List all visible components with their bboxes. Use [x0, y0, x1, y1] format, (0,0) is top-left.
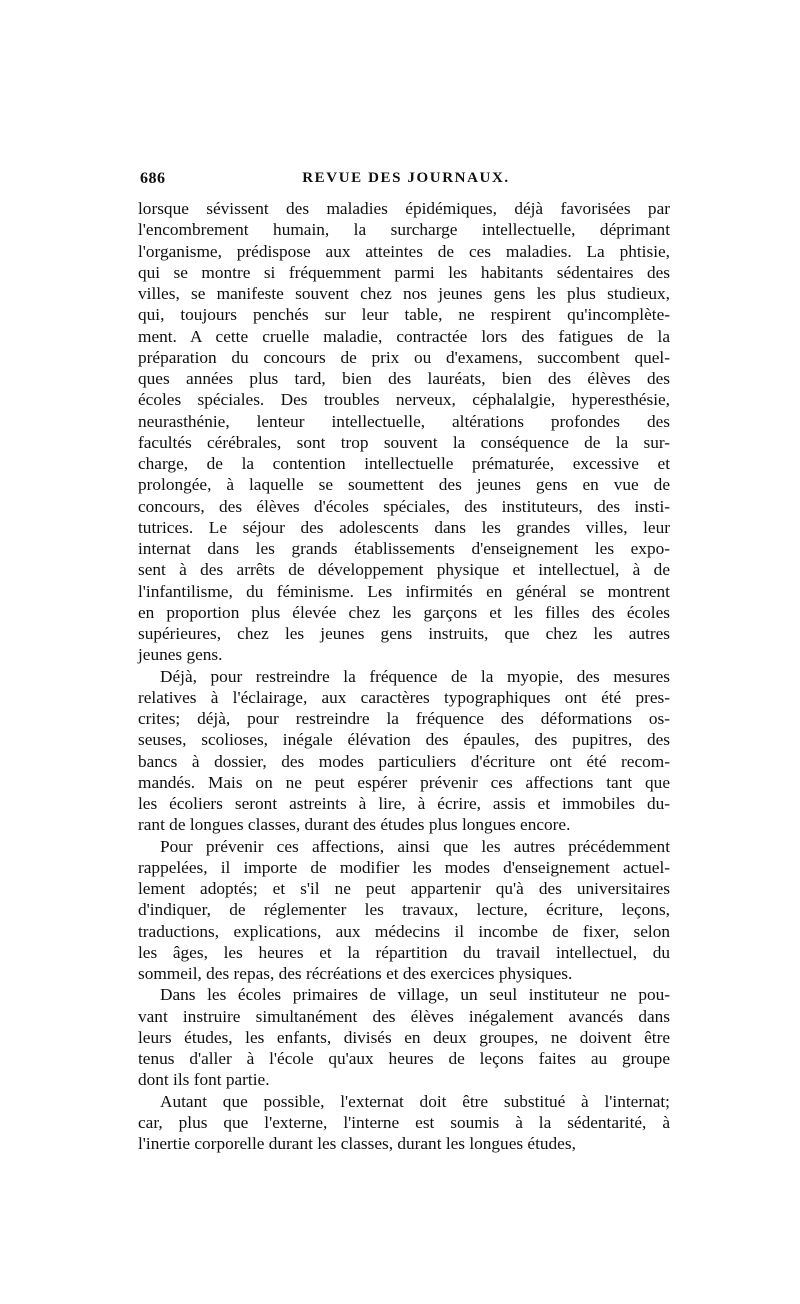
- text-line: sent à des arrêts de développement physique et intellectuel, à de: [138, 560, 670, 580]
- text-line: bancs à dossier, des modes particuliers d'écriture ont été recom-: [138, 751, 670, 771]
- paragraph: [138, 198, 670, 666]
- text-line: traductions, explications, aux médecins il incombe de fixer, selon: [138, 921, 670, 941]
- text-line: charge, de la contention intellectuelle prématurée, excessive et: [138, 454, 670, 473]
- paragraph: [138, 984, 670, 1090]
- text-line: l'encombrement humain, la surcharge intellectuelle, déprimant: [138, 220, 670, 240]
- text-line: les écoliers seront astreints à lire, à écrire, assis et immobiles du-: [138, 794, 670, 813]
- text-line: Pour prévenir ces affections, ainsi que les autres précédemment: [160, 836, 670, 856]
- text-line: qui, toujours penchés sur leur table, ne respirent qu'incomplète-: [138, 305, 670, 325]
- text-line: prolongée, à laquelle se soumettent des jeunes gens en vue de: [138, 475, 670, 495]
- text-line: concours, des élèves d'écoles spéciales, des instituteurs, des insti-: [138, 496, 670, 516]
- paragraph: [138, 836, 670, 985]
- page-number: 686: [140, 170, 166, 187]
- text-line: ques années plus tard, bien des lauréats, bien des élèves des: [138, 369, 670, 388]
- body-text: [138, 198, 670, 1154]
- text-line: car, plus que l'externe, l'interne est soumis à la sédentarité, à: [138, 1112, 670, 1132]
- text-line: vant instruire simultanément des élèves inégalement avancés dans: [138, 1006, 670, 1026]
- text-line: tenus d'aller à l'école qu'aux heures de leçons faites au groupe: [138, 1049, 670, 1068]
- text-line: sommeil, des repas, des récréations et des exercices physiques.: [138, 964, 573, 983]
- text-line: les âges, les heures et la répartition du travail intellectuel, du: [138, 942, 670, 962]
- text-line: lement adoptés; et s'il ne peut appartenir qu'à des universitaires: [138, 879, 670, 898]
- text-line: crites; déjà, pour restreindre la fréquence des déformations os-: [138, 709, 670, 728]
- text-line: neurasthénie, lenteur intellectuelle, altérations profondes des: [138, 411, 670, 431]
- text-line: rant de longues classes, durant des études plus longues encore.: [138, 815, 571, 835]
- text-line: l'infantilisme, du féminisme. Les infirmités en général se montrent: [138, 581, 670, 601]
- text-line: jeunes gens.: [138, 645, 223, 665]
- text-line: l'inertie corporelle durant les classes, durant les longues études,: [138, 1134, 576, 1153]
- text-line: écoles spéciales. Des troubles nerveux, céphalalgie, hyperesthésie,: [138, 390, 670, 410]
- text-line: l'organisme, prédispose aux atteintes de ces maladies. La phtisie,: [138, 241, 670, 261]
- text-line: Déjà, pour restreindre la fréquence de la myopie, des mesures: [160, 666, 670, 686]
- text-line: supérieures, chez les jeunes gens instruits, que chez les autres: [138, 624, 670, 643]
- text-line: leurs études, les enfants, divisés en deux groupes, ne doivent être: [138, 1027, 670, 1047]
- running-head: REVUE DES JOURNAUX.: [302, 170, 510, 186]
- text-line: tutrices. Le séjour des adolescents dans les grandes villes, leur: [138, 517, 670, 537]
- page-header: [140, 170, 672, 194]
- text-line: villes, se manifeste souvent chez nos jeunes gens les plus studieux,: [138, 284, 670, 303]
- text-line: ment. A cette cruelle maladie, contractée lors des fatigues de la: [138, 326, 670, 346]
- text-line: d'indiquer, de réglementer les travaux, lecture, écriture, leçons,: [138, 900, 670, 920]
- text-line: dont ils font partie.: [138, 1070, 270, 1090]
- text-line: facultés cérébrales, sont trop souvent la conséquence de la sur-: [138, 432, 670, 452]
- paragraph: [138, 666, 670, 836]
- text-line: qui se montre si fréquemment parmi les habitants sédentaires des: [138, 262, 670, 282]
- text-line: relatives à l'éclairage, aux caractères typographiques ont été pres-: [138, 687, 670, 707]
- text-line: Autant que possible, l'externat doit être substitué à l'internat;: [160, 1091, 670, 1111]
- text-line: préparation du concours de prix ou d'examens, succombent quel-: [138, 347, 670, 367]
- text-line: rappelées, il importe de modifier les modes d'enseignement actuel-: [138, 857, 670, 877]
- text-line: mandés. Mais on ne peut espérer prévenir ces affections tant que: [138, 772, 670, 792]
- text-line: lorsque sévissent des maladies épidémiques, déjà favorisées par: [138, 199, 670, 218]
- text-line: internat dans les grands établissements d'enseignement les expo-: [138, 539, 670, 558]
- text-line: en proportion plus élevée chez les garçons et les filles des écoles: [138, 602, 670, 622]
- text-line: Dans les écoles primaires de village, un seul instituteur ne pou-: [160, 985, 670, 1005]
- text-line: seuses, scolioses, inégale élévation des épaules, des pupitres, des: [138, 730, 670, 750]
- paragraph: [138, 1091, 670, 1155]
